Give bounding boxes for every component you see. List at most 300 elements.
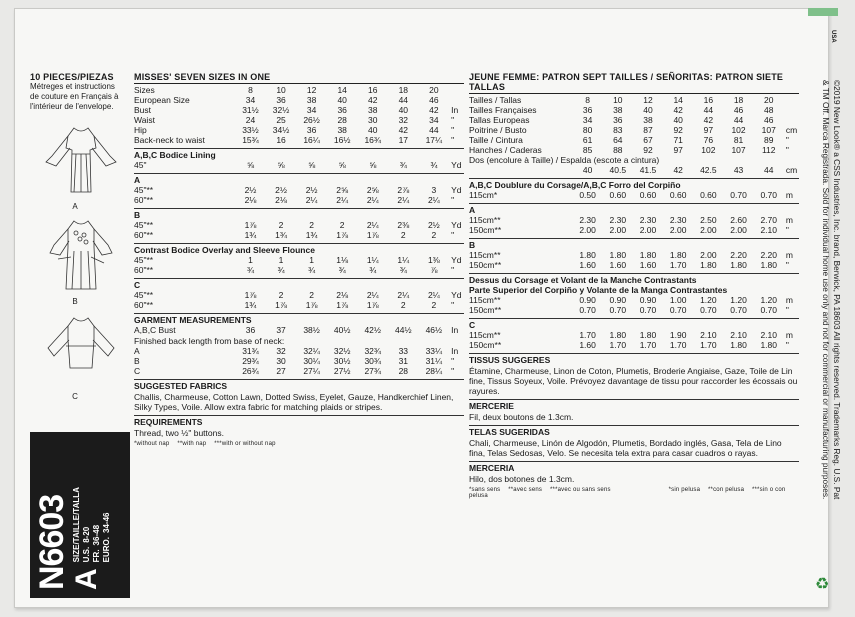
row-value: 25 — [276, 115, 286, 125]
pattern-code-box — [30, 432, 130, 598]
jeune-c-title: C — [469, 318, 799, 330]
contrast-yardage-table — [134, 255, 464, 275]
row-value: 2¼ — [366, 290, 379, 300]
row-value: 2¼ — [397, 290, 410, 300]
row-value: 32¼ — [303, 346, 320, 356]
row-value: 1.70 — [700, 340, 717, 350]
row-unit: In — [451, 346, 459, 356]
row-value: 2.00 — [609, 225, 627, 235]
row-value: 38 — [306, 95, 317, 105]
row-value: ¾ — [246, 265, 255, 275]
size-fr-range: 36-48 — [92, 524, 101, 546]
doublure-table — [469, 190, 799, 200]
row-value: 1.20 — [760, 295, 777, 305]
mercerie-title: MERCERIE — [469, 399, 799, 411]
misses-measurements-table — [134, 85, 464, 145]
row-unit: " — [451, 366, 455, 376]
table-row — [469, 165, 799, 175]
row-value: 27¼ — [303, 366, 320, 376]
table-row — [134, 115, 464, 125]
row-label: Sizes — [134, 85, 155, 95]
finished-length-label: Finished back length from base of neck: — [134, 336, 285, 346]
row-value: 1¼ — [366, 255, 379, 265]
size-label: SIZE/TAILLE/TALLA — [72, 487, 81, 563]
row-value: 1.60 — [579, 340, 596, 350]
row-label: A,B,C Bust — [134, 325, 176, 335]
dessus-title-2: Parte Superior del Corpiño y Volante de la Manga Contrastantes — [469, 285, 728, 295]
row-value: 14 — [673, 95, 683, 105]
row-value: 2.10 — [760, 330, 777, 340]
dessus-table — [469, 295, 799, 315]
row-value: 40.5 — [609, 165, 627, 175]
row-value: 44 — [733, 115, 744, 125]
row-value: 2⅛ — [244, 195, 257, 205]
row-value: 32¾ — [364, 346, 381, 356]
row-unit: m — [785, 250, 793, 260]
row-value: 1.70 — [579, 330, 596, 340]
row-value: 31 — [398, 356, 409, 366]
row-value: 46½ — [425, 325, 443, 335]
dos-table — [469, 165, 799, 175]
row-value: 67 — [643, 135, 653, 145]
row-value: 92 — [643, 145, 653, 155]
row-value: 33¼ — [425, 346, 443, 356]
row-value: ¾ — [430, 160, 438, 170]
row-label: 115cm** — [469, 295, 501, 305]
misses-footnote — [134, 441, 464, 447]
row-value: 85 — [582, 145, 593, 155]
jeune-c-table — [469, 330, 799, 350]
row-value: 2.00 — [730, 225, 747, 235]
row-value: 2¼ — [427, 290, 440, 300]
row-value: 1.20 — [700, 295, 717, 305]
row-value: 1⅜ — [427, 255, 440, 265]
row-value: 17¼ — [425, 135, 443, 145]
row-value: 107 — [761, 125, 776, 135]
row-label: Back-neck to waist — [134, 135, 205, 145]
row-value: 8 — [585, 95, 590, 105]
row-label: 60"** — [134, 300, 154, 310]
row-unit: " — [785, 225, 789, 235]
dos-label: Dos (encolure à Taille) / Espalda (escote a cintura) — [469, 155, 660, 165]
row-value: 18 — [398, 85, 409, 95]
row-value: 0.70 — [760, 190, 777, 200]
row-label: Tailles / Tallas — [469, 95, 522, 105]
row-unit: " — [785, 305, 789, 315]
finished-length-table — [134, 346, 464, 376]
row-label: B — [134, 356, 140, 366]
row-value: 12 — [306, 85, 317, 95]
row-value: ¾ — [399, 160, 407, 170]
merceria-text: Hilo, dos botones de 1.3cm. — [469, 474, 575, 484]
row-value: 1⅞ — [336, 230, 349, 240]
dress-a-icon — [36, 122, 126, 202]
row-value: 76 — [703, 135, 714, 145]
row-value: 38 — [643, 115, 653, 125]
row-label: Poitrine / Busto — [469, 125, 527, 135]
dress-b-icon — [36, 217, 126, 297]
row-value: 0.70 — [609, 305, 627, 315]
row-label: 150cm** — [469, 260, 502, 270]
row-value: 42 — [673, 105, 683, 115]
row-value: 46 — [733, 105, 744, 115]
row-value: 1⅞ — [244, 290, 257, 300]
row-value: 1.90 — [669, 330, 687, 340]
row-value: 2½ — [305, 185, 318, 195]
row-unit: m — [785, 295, 793, 305]
row-value: 61 — [582, 135, 593, 145]
row-value: 44 — [703, 105, 714, 115]
row-value: 87 — [643, 125, 653, 135]
table-row — [469, 250, 799, 260]
row-value: 33½ — [242, 125, 259, 135]
row-value: 30¼ — [303, 356, 320, 366]
row-value: 36 — [276, 95, 286, 105]
row-value: 1¾ — [305, 230, 318, 240]
row-value: 2 — [278, 220, 284, 230]
table-row — [134, 290, 464, 300]
row-value: 46 — [429, 95, 439, 105]
row-value: 2.70 — [760, 215, 777, 225]
row-unit: m — [785, 190, 793, 200]
row-value: 46 — [764, 115, 774, 125]
row-value: 2¼ — [305, 195, 318, 205]
row-value: 0.70 — [730, 190, 747, 200]
suggested-fabrics-title: SUGGESTED FABRICS — [134, 379, 464, 391]
row-value: 1 — [248, 255, 253, 265]
table-row — [134, 356, 464, 366]
row-value: 88 — [613, 145, 623, 155]
row-value: 2 — [309, 220, 314, 230]
pieces-fr-3: l'intérieur de l'envelope. — [30, 102, 114, 111]
row-value: 2 — [339, 220, 345, 230]
jeune-a-title: A — [469, 203, 799, 215]
row-value: 16½ — [333, 135, 351, 145]
table-row — [469, 125, 799, 135]
row-value: 40 — [337, 95, 347, 105]
row-value: 37 — [276, 325, 286, 335]
row-value: 31¼ — [425, 356, 443, 366]
row-value: 2 — [309, 290, 314, 300]
mercerie-text: Fil, deux boutons de 1.3cm. — [469, 412, 574, 422]
row-value: 107 — [731, 145, 746, 155]
row-label: C — [134, 366, 141, 376]
row-value: 2⅛ — [275, 195, 287, 205]
table-row — [134, 230, 464, 240]
table-row — [469, 295, 799, 305]
row-label: Taille / Cintura — [469, 135, 523, 145]
telas-title: TELAS SUGERIDAS — [469, 425, 799, 437]
merceria-title: MERCERIA — [469, 461, 799, 473]
row-value: ¾ — [369, 265, 377, 275]
row-value: 2.60 — [730, 215, 747, 225]
lining-table — [134, 160, 464, 170]
row-label: Tallas Europeas — [469, 115, 530, 125]
row-value: 16¾ — [364, 135, 381, 145]
row-label: 150cm** — [469, 305, 502, 315]
row-label: 60"** — [134, 195, 154, 205]
size-range-letter: A — [70, 568, 103, 590]
row-value: 3 — [431, 185, 437, 195]
row-value: 38 — [613, 105, 623, 115]
table-row — [469, 340, 799, 350]
table-row — [134, 220, 464, 230]
table-row — [134, 346, 464, 356]
footnote-fr-2: **avec sens — [508, 487, 543, 493]
row-value: 2 — [400, 300, 406, 310]
row-value: 33 — [398, 346, 409, 356]
size-euro-label: EURO. — [102, 536, 111, 563]
row-value: 2 — [431, 300, 437, 310]
row-unit: " — [451, 135, 455, 145]
row-label: 45"** — [134, 255, 154, 265]
row-label — [469, 165, 573, 175]
table-row — [134, 105, 464, 115]
row-unit: cm — [785, 125, 798, 135]
table-row — [134, 300, 464, 310]
row-label: Waist — [134, 115, 155, 125]
row-value: 92 — [673, 125, 683, 135]
table-row — [134, 95, 464, 105]
row-value: 44 — [429, 125, 439, 135]
pieces-panel — [30, 72, 132, 401]
jeune-measurements-table — [469, 95, 799, 155]
row-label: 115cm* — [469, 190, 498, 200]
row-value: 2.00 — [639, 225, 657, 235]
row-unit: " — [451, 300, 455, 310]
row-value: 0.50 — [579, 190, 596, 200]
footnote-1: *without nap — [134, 441, 170, 447]
row-value: 0.70 — [579, 305, 596, 315]
jeune-b-title: B — [469, 238, 799, 250]
row-value: 2 — [431, 230, 437, 240]
row-value: ⅝ — [308, 160, 316, 170]
row-value: 97 — [703, 125, 714, 135]
row-value: 2¼ — [366, 195, 379, 205]
row-unit: cm — [785, 165, 798, 175]
row-value: 2.10 — [730, 330, 747, 340]
row-value: 2 — [278, 290, 284, 300]
doublure-title: A,B,C Doublure du Corsage/A,B,C Forro del Corpiño — [469, 178, 799, 190]
row-value: 1.80 — [609, 330, 627, 340]
row-value: 1.80 — [639, 330, 657, 340]
row-unit: " — [451, 356, 455, 366]
row-value: 24 — [245, 115, 256, 125]
row-value: 28 — [337, 115, 347, 125]
row-unit: " — [451, 230, 455, 240]
row-value: 0.60 — [700, 190, 717, 200]
row-value: 1.70 — [669, 260, 687, 270]
row-value: 41.5 — [639, 165, 657, 175]
view-a-yardage-title: A — [134, 173, 464, 185]
row-value: 16 — [703, 95, 714, 105]
row-value: 28 — [398, 366, 409, 376]
row-value: 34 — [582, 115, 593, 125]
row-label: 60"** — [134, 265, 154, 275]
view-b-yardage-title: B — [134, 208, 464, 220]
row-value: 44½ — [395, 325, 412, 335]
row-unit — [449, 85, 464, 95]
row-value: 38½ — [303, 325, 320, 335]
row-unit: Yd — [451, 220, 462, 230]
row-value: 40½ — [333, 325, 351, 335]
row-value: 48 — [764, 105, 774, 115]
row-label: 60"** — [134, 230, 154, 240]
row-value: 16 — [276, 135, 286, 145]
footnote-es-1: *sin pelusa — [668, 487, 701, 493]
row-value: 0.70 — [730, 305, 747, 315]
jeune-a-table — [469, 215, 799, 235]
row-label: Hip — [134, 125, 147, 135]
footnote-3: ***with or without nap — [214, 441, 276, 447]
row-value: 14 — [337, 85, 347, 95]
row-value: 36 — [613, 115, 623, 125]
row-value: 26½ — [303, 115, 320, 125]
row-value: 28¼ — [425, 366, 443, 376]
row-value: 42 — [673, 165, 683, 175]
row-value: 1.80 — [730, 340, 747, 350]
row-value: 1.80 — [609, 250, 627, 260]
footnote-2: **with nap — [177, 441, 207, 447]
row-label: 45"** — [134, 220, 154, 230]
row-value: 1.60 — [609, 260, 627, 270]
row-value: 42 — [398, 125, 409, 135]
row-value: 2⅞ — [397, 185, 410, 195]
row-value: 12 — [643, 95, 653, 105]
table-row — [134, 325, 464, 335]
jeune-table-column — [469, 72, 799, 499]
table-row — [134, 255, 464, 265]
row-value: 27 — [276, 366, 286, 376]
garment-bust-table — [134, 325, 464, 335]
row-value: 40 — [398, 105, 409, 115]
row-label: Bust — [134, 105, 152, 115]
row-value: 30 — [276, 356, 286, 366]
row-value: 2.30 — [669, 215, 687, 225]
row-value: 2¼ — [427, 195, 440, 205]
row-unit: " — [785, 135, 789, 145]
misses-header: MISSES' SEVEN SIZES IN ONE — [134, 72, 464, 84]
row-value: 40 — [643, 105, 653, 115]
row-value: 1.80 — [730, 260, 747, 270]
requirements-text: Thread, two ½" buttons. — [134, 428, 224, 438]
row-value: 38 — [337, 125, 347, 135]
table-row — [134, 135, 464, 145]
row-value: 42 — [429, 105, 439, 115]
row-label: Tailles Françaises — [469, 105, 537, 115]
row-value: 0.70 — [760, 305, 777, 315]
row-value: ¾ — [399, 265, 407, 275]
telas-text: Chali, Charmeuse, Linón de Algodón, Plumetis, Bordado inglés, Gasa, Tela de Lino fina, Telas Sedosas, Velo. Se necesita tela extra para casar cuadros o rayas. — [469, 438, 782, 458]
row-value: 31¾ — [242, 346, 259, 356]
row-unit: In — [451, 325, 459, 335]
row-unit: m — [785, 330, 793, 340]
view-a-yardage-table — [134, 185, 464, 205]
row-value: 2⅛ — [336, 290, 349, 300]
table-row — [469, 305, 799, 315]
row-value: 34½ — [272, 125, 290, 135]
row-label: 45" — [134, 160, 147, 170]
row-value: 16¼ — [303, 135, 320, 145]
size-fr-label: FR. — [92, 549, 101, 563]
row-value: 36 — [337, 105, 347, 115]
row-value: 38 — [368, 105, 378, 115]
suggested-fabrics-text: Challis, Charmeuse, Cotton Lawn, Dotted Swiss, Eyelet, Gauze, Handkerchief Linen, Silky Types, Voile. Allow extra fabric for matching plaids or stripes. — [134, 392, 454, 412]
row-value: 1⅞ — [366, 300, 379, 310]
table-row — [469, 145, 799, 155]
row-value: 36 — [306, 125, 317, 135]
tissus-text: Étamine, Charmeuse, Linon de Coton, Plumetis, Broderie Angiaise, Gaze, Toile de Lin fine, Tissus Soyeux, Voile. Prévoyez davantage de tissu pour raccorder les écossais ou rayures. — [469, 366, 798, 396]
row-value: 0.70 — [639, 305, 657, 315]
row-value: 1 — [278, 255, 284, 265]
row-value: 32 — [276, 346, 286, 356]
row-value: 1.20 — [730, 295, 747, 305]
row-value: 15¾ — [242, 135, 259, 145]
row-value: 34 — [429, 115, 439, 125]
view-b-label: B — [72, 297, 78, 306]
row-value: ⅝ — [246, 160, 255, 170]
row-value: 34 — [245, 95, 256, 105]
row-label: A — [134, 346, 140, 356]
row-value: 20 — [764, 95, 774, 105]
row-value: 17 — [398, 135, 409, 145]
row-value: 112 — [761, 145, 776, 155]
row-value: 40 — [673, 115, 683, 125]
row-value: 26¾ — [242, 366, 259, 376]
row-unit: " — [785, 340, 789, 350]
footnote-fr-1: *sans sens — [469, 487, 501, 493]
row-value: 1¾ — [244, 300, 257, 310]
row-value: 1 — [309, 255, 314, 265]
view-c-yardage-title: C — [134, 278, 464, 290]
row-unit: " — [451, 125, 455, 135]
pieces-fr-2: de couture en Français à — [30, 92, 119, 101]
row-value: 89 — [764, 135, 774, 145]
row-value: 2¼ — [336, 195, 349, 205]
row-value: 1¾ — [275, 230, 287, 240]
dessus-title-1: Dessus du Corsage et Volant de la Manche Contrastants — [469, 273, 799, 285]
row-value: 30 — [368, 115, 378, 125]
row-label: 150cm** — [469, 340, 502, 350]
size-us-range: 8-20 — [82, 526, 91, 543]
row-unit: " — [451, 195, 455, 205]
table-row — [469, 215, 799, 225]
row-value: 34 — [306, 105, 317, 115]
row-value: 1.80 — [669, 250, 687, 260]
view-a-sketch — [36, 122, 126, 202]
row-value: 1.60 — [579, 260, 596, 270]
view-b-yardage-table — [134, 220, 464, 240]
row-value: 44 — [764, 165, 774, 175]
table-row — [469, 190, 799, 200]
row-value: 1⅛ — [336, 255, 349, 265]
jeune-b-table — [469, 250, 799, 270]
row-label: 150cm** — [469, 225, 502, 235]
row-value: 2.50 — [700, 215, 717, 225]
row-unit: Yd — [451, 185, 462, 195]
row-value: ¾ — [277, 265, 285, 275]
row-value: 1.70 — [639, 340, 657, 350]
row-value: 2.00 — [579, 225, 596, 235]
row-value: 1.70 — [669, 340, 687, 350]
row-value: 0.90 — [579, 295, 596, 305]
row-value: 2.20 — [730, 250, 747, 260]
garment-measurements-title: GARMENT MEASUREMENTS — [134, 313, 464, 325]
row-value: 0.70 — [669, 305, 687, 315]
table-row — [469, 225, 799, 235]
row-value: 2¼ — [366, 220, 379, 230]
row-unit: m — [785, 215, 793, 225]
